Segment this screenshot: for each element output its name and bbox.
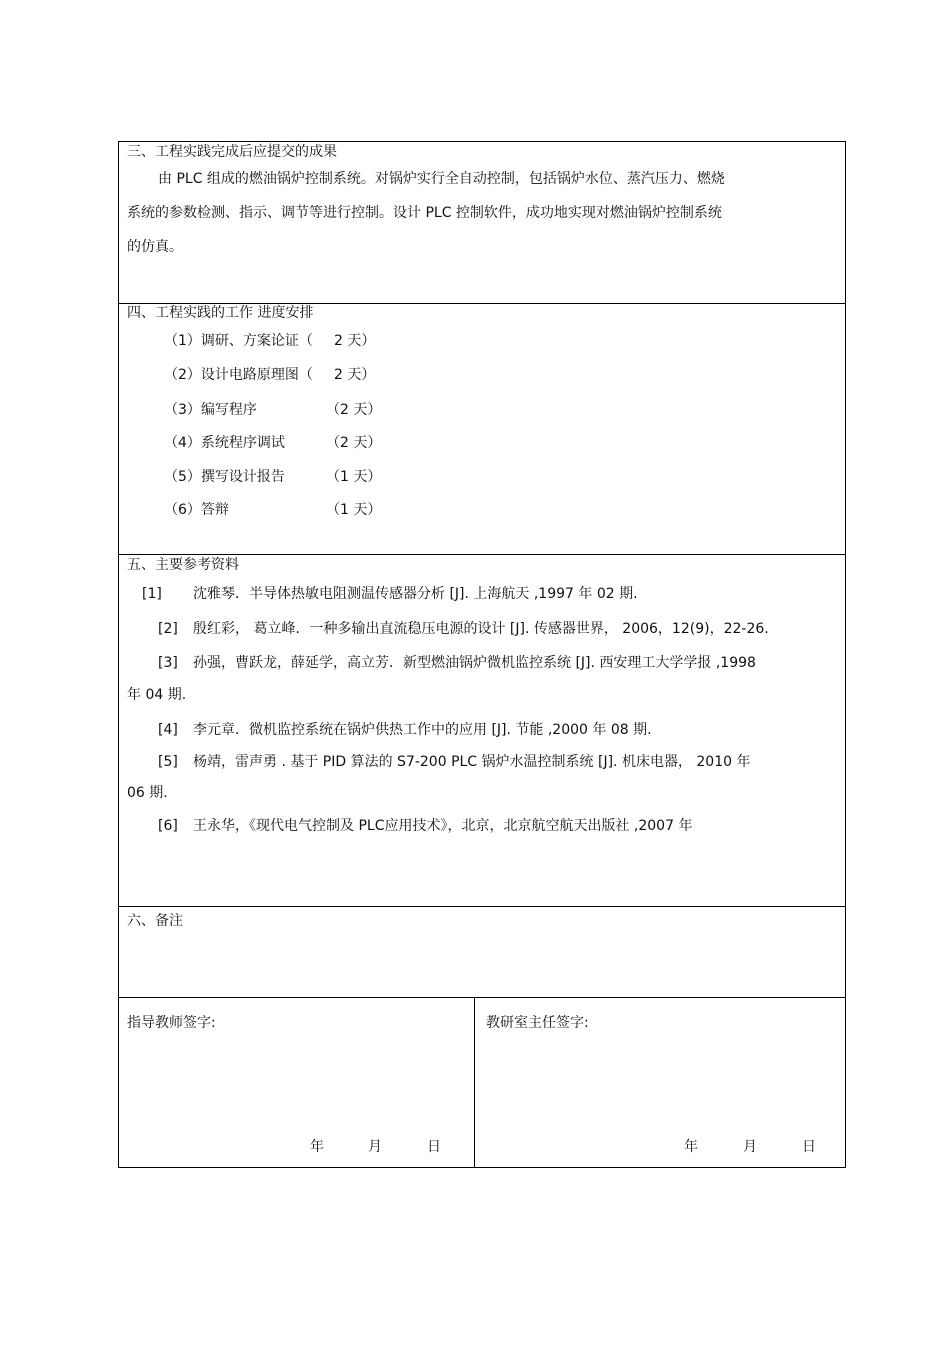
ref-4-num: [4]: [158, 722, 178, 738]
ref-6-text: 王永华，《现代电气控制及 PLC应用技术》，北京，北京航空航天出版社 ,2007 年: [193, 818, 693, 834]
ref-3-cont: 年 04 期.: [127, 687, 187, 703]
ref-3-num: [3]: [158, 655, 178, 671]
task-2-item: （2）设计电路原理图（: [164, 367, 313, 383]
section3-line-1: 由 PLC 组成的燃油锅炉控制系统。对锅炉实行全自动控制，包括锅炉水位、蒸汽压力、燃烧: [158, 171, 725, 187]
task-6-item: （6）答辩: [164, 502, 229, 518]
task-3-days: （2 天）: [326, 402, 382, 418]
task-5-days: （1 天）: [326, 469, 382, 485]
ref-5-text: 杨靖，雷声勇 . 基于 PID 算法的 S7-200 PLC 锅炉水温控制系统 [J]. 机床电器， 2010 年: [193, 754, 751, 770]
ref-1-text: 沈雅琴．半导体热敏电阻测温传感器分析 [J]. 上海航天 ,1997 年 02 期.: [193, 586, 638, 602]
director-signature-label: 教研室主任签字:: [486, 1015, 589, 1031]
ref-5-cont: 06 期.: [127, 785, 168, 801]
ref-3-text: 孙强，曹跃龙，薛延学，高立芳．新型燃油锅炉微机监控系统 [J]. 西安理工大学学报 ,1998: [193, 655, 756, 671]
task-4-item: （4）系统程序调试: [164, 435, 285, 451]
ref-6-num: [6]: [158, 818, 178, 834]
section3-line-3: 的仿真。: [127, 239, 183, 255]
advisor-signature-label: 指导教师签字:: [127, 1015, 216, 1031]
task-3-item: （3）编写程序: [164, 402, 257, 418]
divider-section6: [119, 906, 845, 907]
task-2-days: 2 天）: [334, 367, 376, 383]
divider-signatures: [119, 997, 845, 998]
task-1-days: 2 天）: [334, 333, 376, 349]
ref-2-text: 殷红彩， 葛立峰．一种多输出直流稳压电源的设计 [J]. 传感器世界， 2006，12(9)，22-26.: [193, 621, 769, 637]
director-date-day: 日: [802, 1139, 816, 1155]
divider-section5: [119, 554, 845, 555]
section4-heading: 四、工程实践的工作 进度安排: [127, 305, 314, 321]
section5-heading: 五、主要参考资料: [127, 557, 239, 573]
ref-1-num: [1]: [142, 586, 162, 602]
section6-heading: 六、备注: [127, 913, 183, 929]
ref-2-num: [2]: [158, 621, 178, 637]
director-date-month: 月: [743, 1139, 757, 1155]
advisor-date-day: 日: [427, 1139, 441, 1155]
task-1-item: （1）调研、方案论证（: [164, 333, 313, 349]
task-6-days: （1 天）: [326, 502, 382, 518]
section3-line-2: 系统的参数检测、指示、调节等进行控制。设计 PLC 控制软件，成功地实现对燃油锅炉控制系统: [127, 205, 722, 221]
ref-5-num: [5]: [158, 754, 178, 770]
ref-4-text: 李元章．微机监控系统在锅炉供热工作中的应用 [J]. 节能 ,2000 年 08 期.: [193, 722, 652, 738]
signature-divider: [474, 997, 475, 1167]
director-date-year: 年: [684, 1139, 698, 1155]
section3-heading: 三、工程实践完成后应提交的成果: [127, 144, 337, 160]
advisor-date-year: 年: [310, 1139, 324, 1155]
task-5-item: （5）撰写设计报告: [164, 469, 285, 485]
advisor-date-month: 月: [368, 1139, 382, 1155]
task-4-days: （2 天）: [326, 435, 382, 451]
